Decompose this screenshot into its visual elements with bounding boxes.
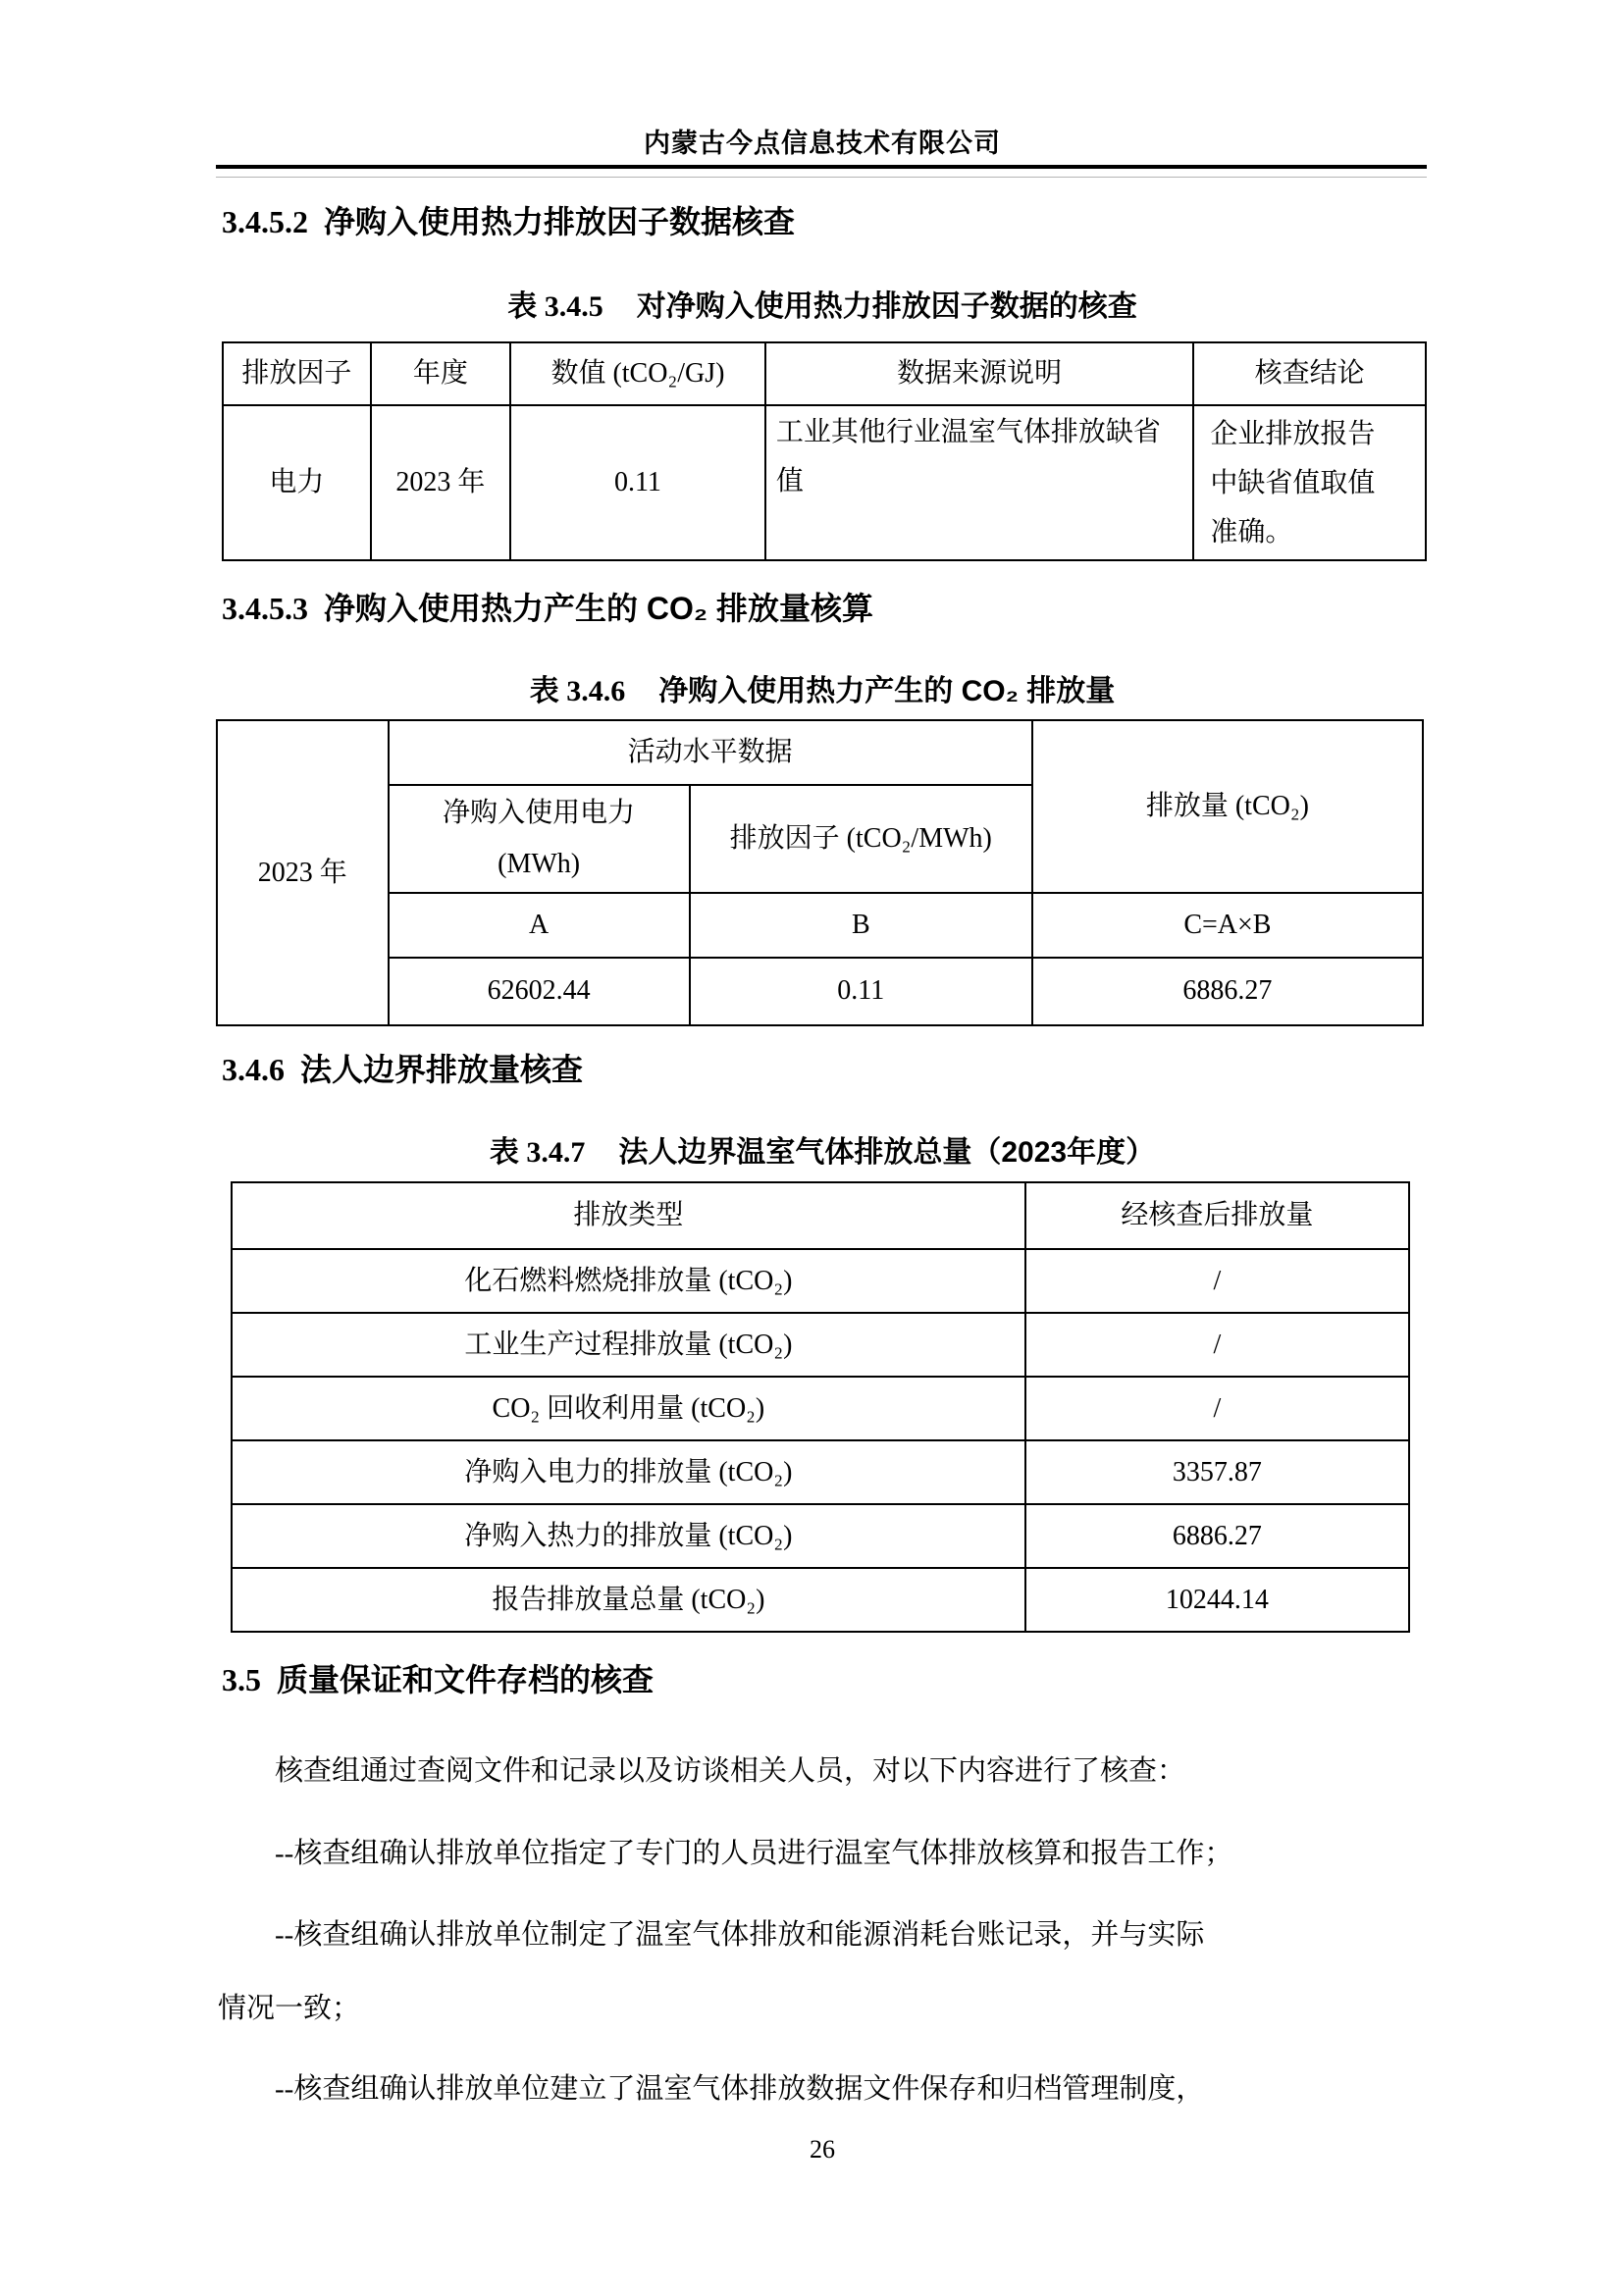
cell-factor-header: 排放因子 (tCO₂/MWh)	[690, 785, 1032, 893]
table-header-row	[232, 1182, 1409, 1249]
cell-emission-type: 净购入电力的排放量 (tCO₂)	[232, 1440, 1025, 1504]
table-caption-3-4-6	[218, 666, 1427, 709]
cell-verified-amount: 3357.87	[1025, 1440, 1409, 1504]
section-heading-3-4-5-3	[222, 584, 873, 629]
table-3-4-6	[216, 719, 1424, 1026]
table-caption-3-4-5	[218, 282, 1427, 325]
cell-formula-b: B	[690, 893, 1032, 958]
table-title: 对净购入使用热力排放因子数据的核查	[636, 290, 1137, 323]
section-title: 净购入使用热力产生的 CO₂ 排放量核算	[324, 591, 874, 626]
cell-emission-header: 排放量 (tCO₂)	[1032, 720, 1423, 893]
section-title: 法人边界排放量核查	[300, 1052, 584, 1087]
table-values-row	[217, 958, 1423, 1025]
column-header: 经核查后排放量	[1025, 1182, 1409, 1249]
table-label: 表 3.4.5	[507, 290, 603, 323]
page-header-company: 内蒙古今点信息技术有限公司	[644, 129, 1001, 158]
table-label: 表 3.4.6	[529, 675, 626, 707]
cell-year: 2023 年	[371, 405, 510, 560]
table-row	[232, 1568, 1409, 1632]
column-header: 核查结论	[1193, 342, 1426, 405]
column-header: 数据来源说明	[765, 342, 1193, 405]
column-header: 年度	[371, 342, 510, 405]
table-row	[232, 1440, 1409, 1504]
section-number: 3.4.6	[222, 1052, 285, 1087]
cell-data-source: 工业其他行业温室气体排放缺省值	[765, 405, 1193, 560]
section-heading-3-4-5-2	[222, 197, 795, 242]
cell-value: 0.11	[510, 405, 765, 560]
cell-emission-factor: 电力	[223, 405, 371, 560]
table-row	[232, 1504, 1409, 1568]
table-header-row	[223, 342, 1426, 405]
table-row	[232, 1313, 1409, 1377]
cell-verified-amount: /	[1025, 1313, 1409, 1377]
table-3-4-5	[222, 341, 1427, 561]
table-caption-3-4-7	[218, 1127, 1427, 1171]
cell-formula-a: A	[389, 893, 690, 958]
paragraph: --核查组确认排放单位指定了专门的人员进行温室气体排放核算和报告工作；	[275, 1838, 1233, 1869]
paragraph: 核查组通过查阅文件和记录以及访谈相关人员，对以下内容进行了核查：	[275, 1755, 1186, 1787]
cell-verified-amount: /	[1025, 1249, 1409, 1313]
column-header: 数值 (tCO₂/GJ)	[510, 342, 765, 405]
column-header: 排放因子	[223, 342, 371, 405]
cell-emission-type: 化石燃料燃烧排放量 (tCO₂)	[232, 1249, 1025, 1313]
cell-emission-value: 6886.27	[1032, 958, 1423, 1025]
column-header: 排放类型	[232, 1182, 1025, 1249]
section-heading-3-5	[222, 1655, 654, 1700]
table-title: 法人边界温室气体排放总量（2023年度）	[618, 1136, 1156, 1169]
section-number: 3.4.5.2	[222, 204, 308, 239]
paragraph: --核查组确认排放单位制定了温室气体排放和能源消耗台账记录，并与实际	[275, 1919, 1205, 1951]
cell-conclusion: 企业排放报告中缺省值取值准确。	[1193, 405, 1426, 560]
cell-electricity-value: 62602.44	[389, 958, 690, 1025]
cell-emission-type: CO₂ 回收利用量 (tCO₂)	[232, 1377, 1025, 1440]
header-rule	[216, 165, 1427, 178]
cell-emission-type: 工业生产过程排放量 (tCO₂)	[232, 1313, 1025, 1377]
section-number: 3.4.5.3	[222, 591, 308, 626]
page-number: 26	[810, 2135, 835, 2164]
table-row	[232, 1377, 1409, 1440]
paragraph-continuation: 情况一致；	[218, 1993, 361, 2024]
cell-verified-amount: /	[1025, 1377, 1409, 1440]
section-title: 质量保证和文件存档的核查	[277, 1662, 655, 1697]
cell-emission-type: 报告排放量总量 (tCO₂)	[232, 1568, 1025, 1632]
cell-activity-data-header: 活动水平数据	[389, 720, 1032, 785]
cell-verified-amount: 10244.14	[1025, 1568, 1409, 1632]
cell-emission-type: 净购入热力的排放量 (tCO₂)	[232, 1504, 1025, 1568]
table-label: 表 3.4.7	[489, 1136, 586, 1169]
cell-electricity-header: 净购入使用电力 (MWh)	[389, 785, 690, 893]
section-title: 净购入使用热力排放因子数据核查	[324, 204, 796, 239]
section-number: 3.5	[222, 1662, 261, 1697]
cell-formula-c: C=A×B	[1032, 893, 1423, 958]
table-formula-row	[217, 893, 1423, 958]
table-title: 净购入使用热力产生的 CO₂ 排放量	[658, 675, 1116, 707]
paragraph: --核查组确认排放单位建立了温室气体排放数据文件保存和归档管理制度，	[275, 2073, 1205, 2105]
cell-verified-amount: 6886.27	[1025, 1504, 1409, 1568]
table-header-row	[217, 720, 1423, 785]
cell-factor-value: 0.11	[690, 958, 1032, 1025]
cell-year: 2023 年	[217, 720, 389, 1025]
table-3-4-7	[231, 1181, 1410, 1633]
section-heading-3-4-6	[222, 1045, 583, 1090]
table-row	[232, 1249, 1409, 1313]
table-row	[223, 405, 1426, 560]
